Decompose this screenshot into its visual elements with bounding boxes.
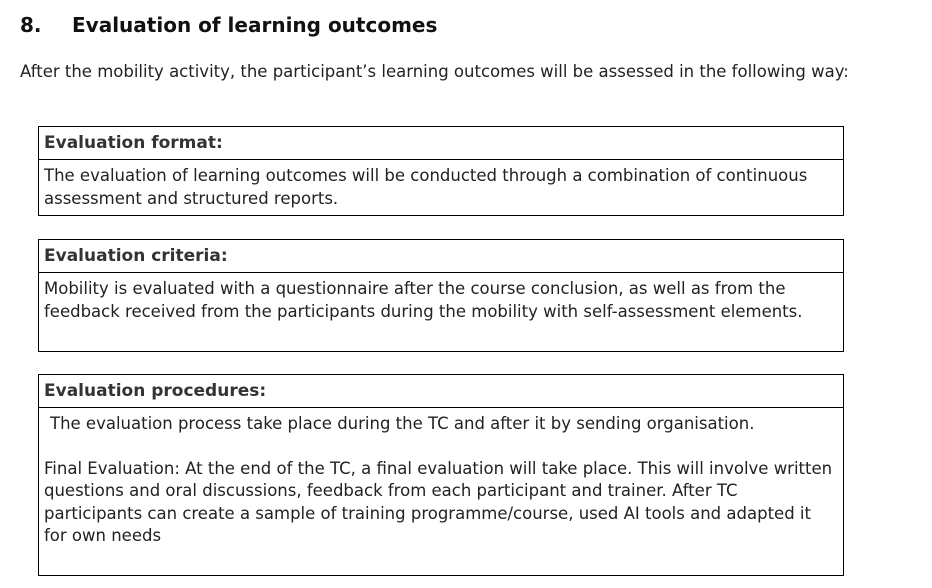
section-number: 8. — [20, 13, 42, 37]
evaluation-procedures-label: Evaluation procedures: — [39, 375, 843, 408]
section-title: Evaluation of learning outcomes — [72, 13, 438, 37]
final-evaluation-text: Final Evaluation: At the end of the TC, a final evaluation will take place. This will involve written questions and oral discussions, feedback from each participant and trainer. After TC participants can create a sample of training programme/course, used AI tools and adapted it for own needs — [44, 458, 833, 545]
evaluation-criteria-text: Mobility is evaluated with a questionnaire after the course conclusion, as well as from the feedback received from the participants during the mobility with self-assessment elements. — [44, 279, 803, 321]
evaluation-procedures-box — [38, 374, 844, 576]
evaluation-format-text: The evaluation of learning outcomes will be conducted through a combination of continuous assessment and structured reports. — [44, 166, 808, 208]
intro-paragraph: After the mobility activity, the participant’s learning outcomes will be assessed in the following way: — [20, 62, 849, 81]
section-heading — [20, 11, 437, 39]
evaluation-format-box — [38, 126, 844, 216]
evaluation-criteria-box — [38, 239, 844, 352]
evaluation-format-label: Evaluation format: — [39, 127, 843, 160]
evaluation-criteria-label: Evaluation criteria: — [39, 240, 843, 273]
evaluation-procedures-text: The evaluation process take place during the TC and after it by sending organisation. — [50, 414, 755, 433]
evaluation-procedures-content — [39, 408, 843, 553]
